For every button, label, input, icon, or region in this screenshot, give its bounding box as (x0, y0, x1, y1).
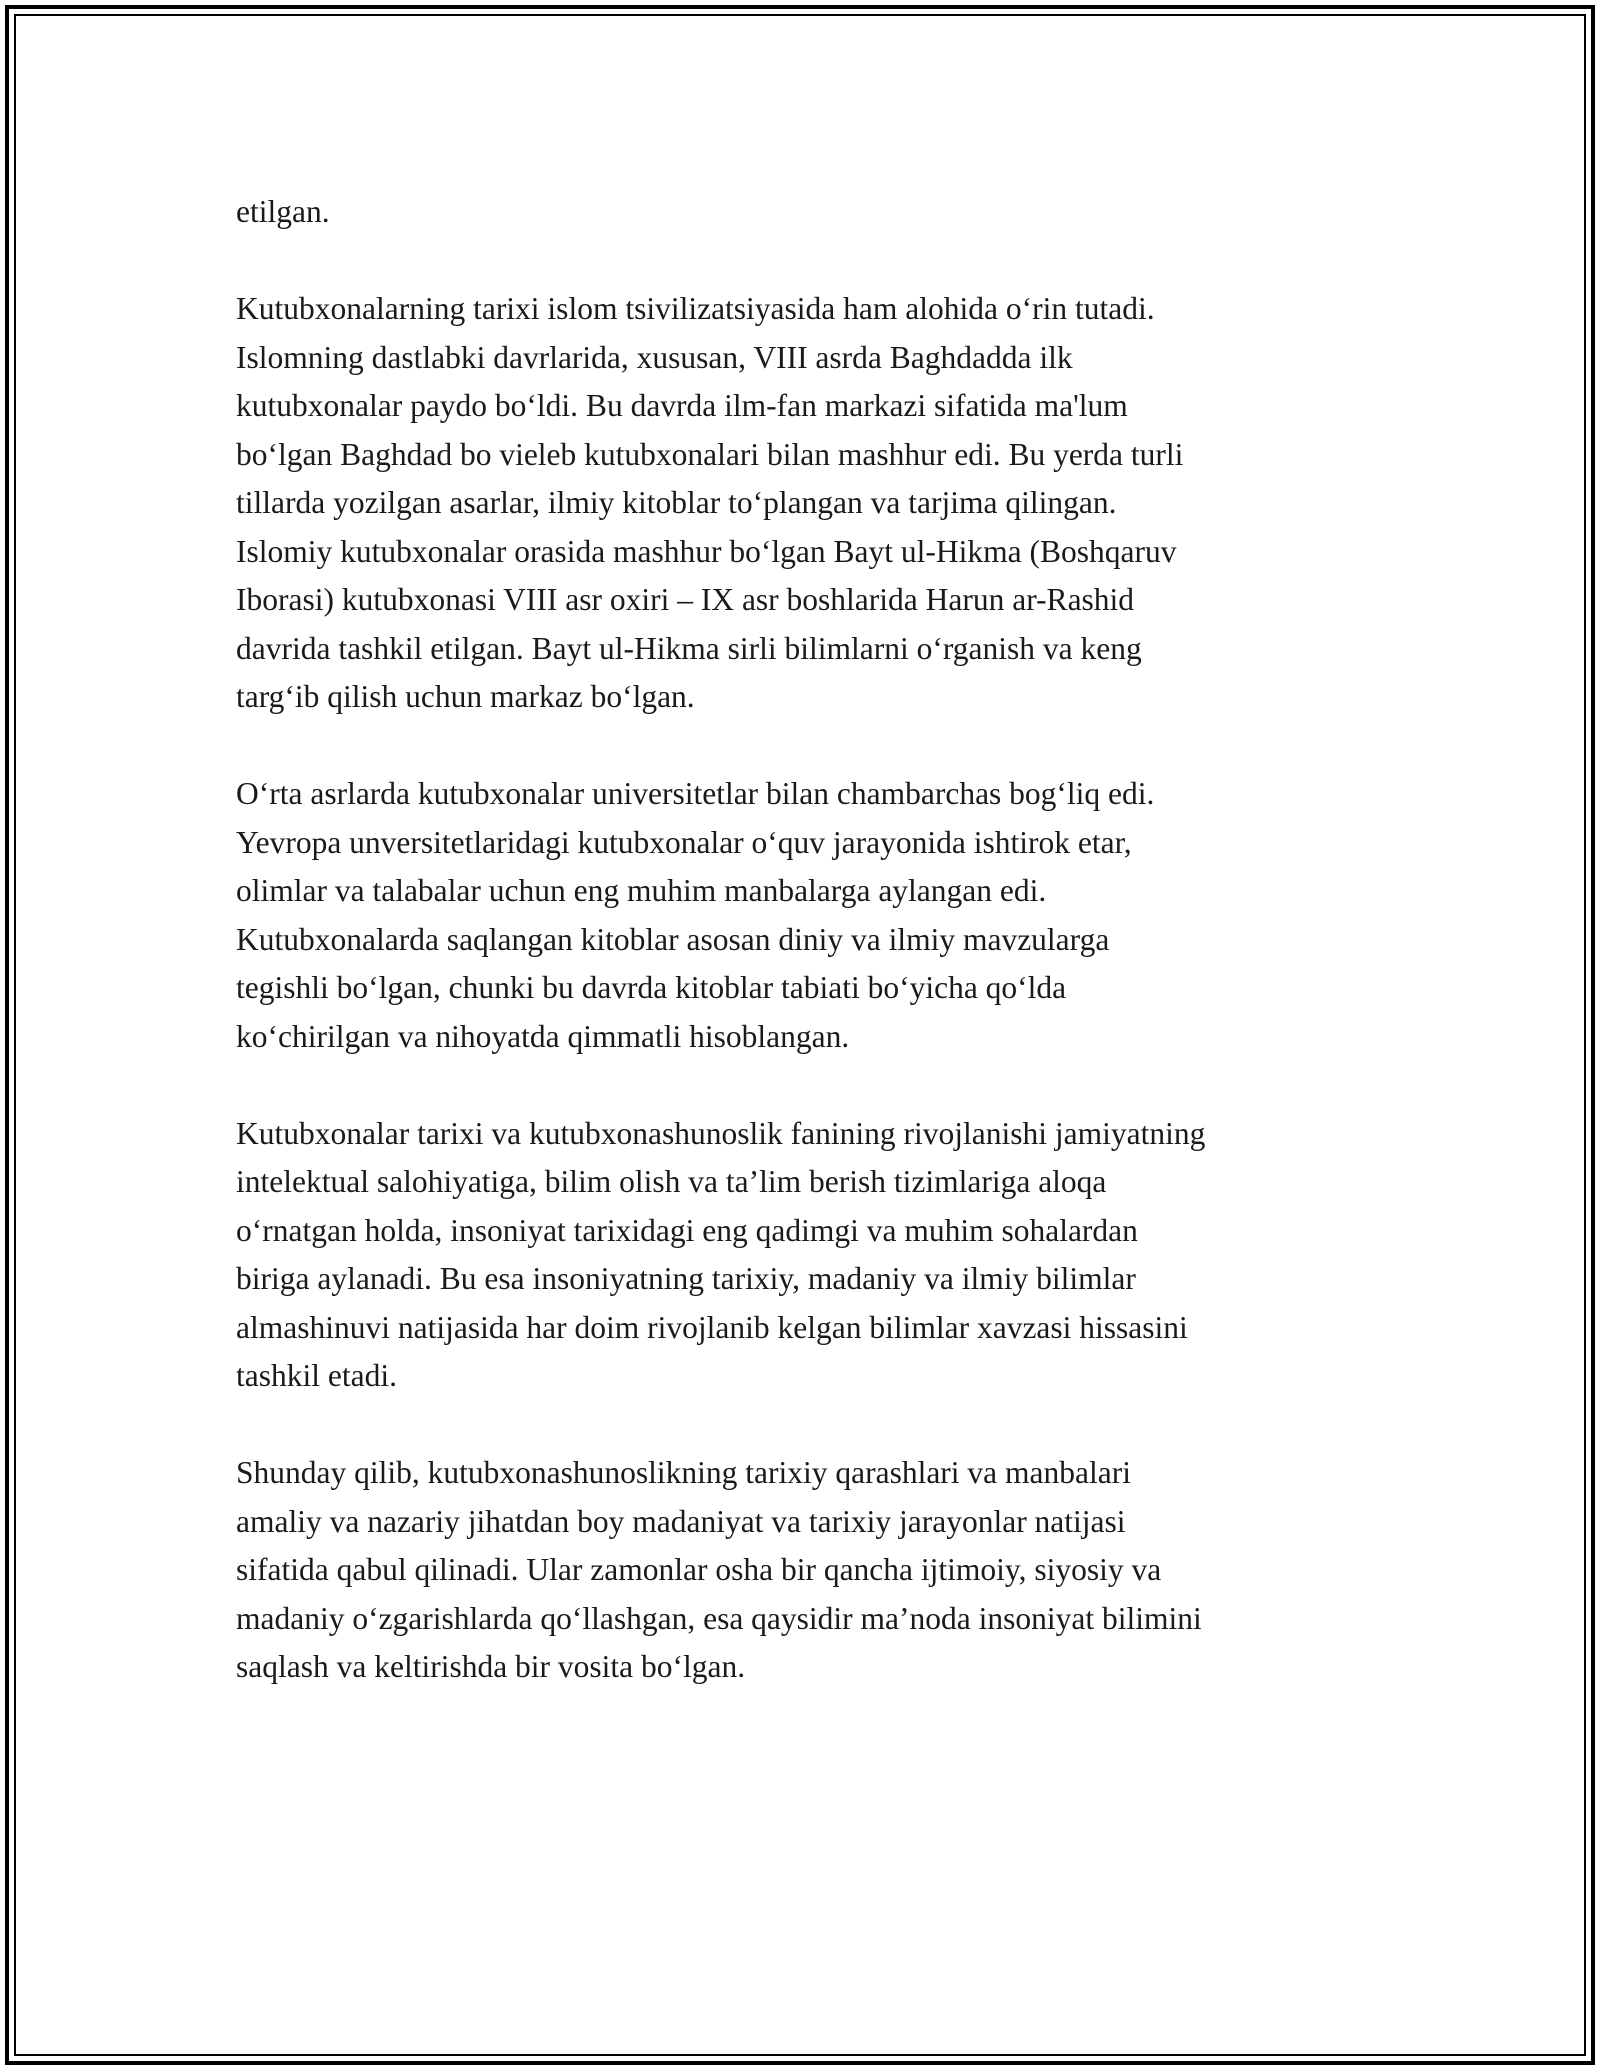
text-line: Iborasi) kutubxonasi VIII asr oxiri – IX asr boshlarida Harun ar-Rashid (236, 582, 1135, 617)
text-line: tillarda yozilgan asarlar, ilmiy kitoblar to‘plangan va tarjima qilingan. (236, 485, 1117, 520)
text-line: amaliy va nazariy jihatdan boy madaniyat va tarixiy jarayonlar natijasi (236, 1503, 1126, 1539)
text-line: Shunday qilib, kutubxonashunoslikning tarixiy qarashlari va manbalari (236, 1455, 1131, 1490)
text-line: Kutubxonalarda saqlangan kitoblar asosan diniy va ilmiy mavzularga (236, 921, 1110, 957)
text-line: O‘rta asrlarda kutubxonalar universitetlar bilan chambarchas bog‘liq edi. (236, 776, 1155, 811)
text-line: davrida tashkil etilgan. Bayt ul-Hikma sirli bilimlarni o‘rganish va keng (236, 630, 1142, 666)
text-line: bo‘lgan Baghdad bo vieleb kutubxonalari bilan mashhur edi. Bu yerda turli (236, 436, 1184, 472)
text-line: ko‘chirilgan va nihoyatda qimmatli hisoblangan. (236, 1018, 850, 1054)
text-line: etilgan. (236, 194, 330, 229)
text-line: Islomning dastlabki davrlarida, xususan, VIII asrda Baghdadda ilk (236, 339, 1073, 375)
text-line: kutubxonalar paydo bo‘ldi. Bu davrda ilm-fan markazi sifatida ma'lum (236, 388, 1128, 423)
text-line: targ‘ib qilish uchun markaz bo‘lgan. (236, 679, 695, 714)
text-line: tegishli bo‘lgan, chunki bu davrda kitoblar tabiati bo‘yicha qo‘lda (236, 970, 1067, 1005)
text-line: intelektual salohiyatiga, bilim olish va ta’lim berish tizimlariga aloqa (236, 1164, 1107, 1199)
text-line: Kutubxonalar tarixi va kutubxonashunoslik fanining rivojlanishi jamiyatning (236, 1115, 1206, 1151)
paragraph (236, 770, 1376, 1061)
text-line: Islomiy kutubxonalar orasida mashhur bo‘lgan Bayt ul-Hikma (Boshqaruv (236, 533, 1177, 569)
text-line: sifatida qabul qilinadi. Ular zamonlar osha bir qancha ijtimoiy, siyosiy va (236, 1552, 1162, 1587)
text-line: olimlar va talabalar uchun eng muhim manbalarga aylangan edi. (236, 873, 1047, 908)
paragraph (236, 1110, 1376, 1401)
text-line: biriga aylanadi. Bu esa insoniyatning tarixiy, madaniy va ilmiy bilimlar (236, 1261, 1136, 1296)
text-line: tashkil etadi. (236, 1358, 397, 1393)
text-line: almashinuvi natijasida har doim rivojlanib kelgan bilimlar xavzasi hissasini (236, 1309, 1188, 1345)
text-line: Kutubxonalarning tarixi islom tsivilizatsiyasida ham alohida o‘rin tutadi. (236, 291, 1155, 326)
paragraph (236, 1449, 1376, 1692)
text-line: Yevropa unversitetlaridagi kutubxonalar o‘quv jarayonida ishtirok etar, (236, 824, 1132, 860)
text-line: madaniy o‘zgarishlarda qo‘llashgan, esa qaysidir ma’noda insoniyat bilimini (236, 1600, 1202, 1636)
paragraph (236, 188, 1376, 237)
text-line: saqlash va keltirishda bir vosita bo‘lgan. (236, 1649, 746, 1684)
paragraph (236, 285, 1376, 722)
text-line: o‘rnatgan holda, insoniyat tarixidagi eng qadimgi va muhim sohalardan (236, 1212, 1138, 1248)
document-body (236, 188, 1376, 1740)
